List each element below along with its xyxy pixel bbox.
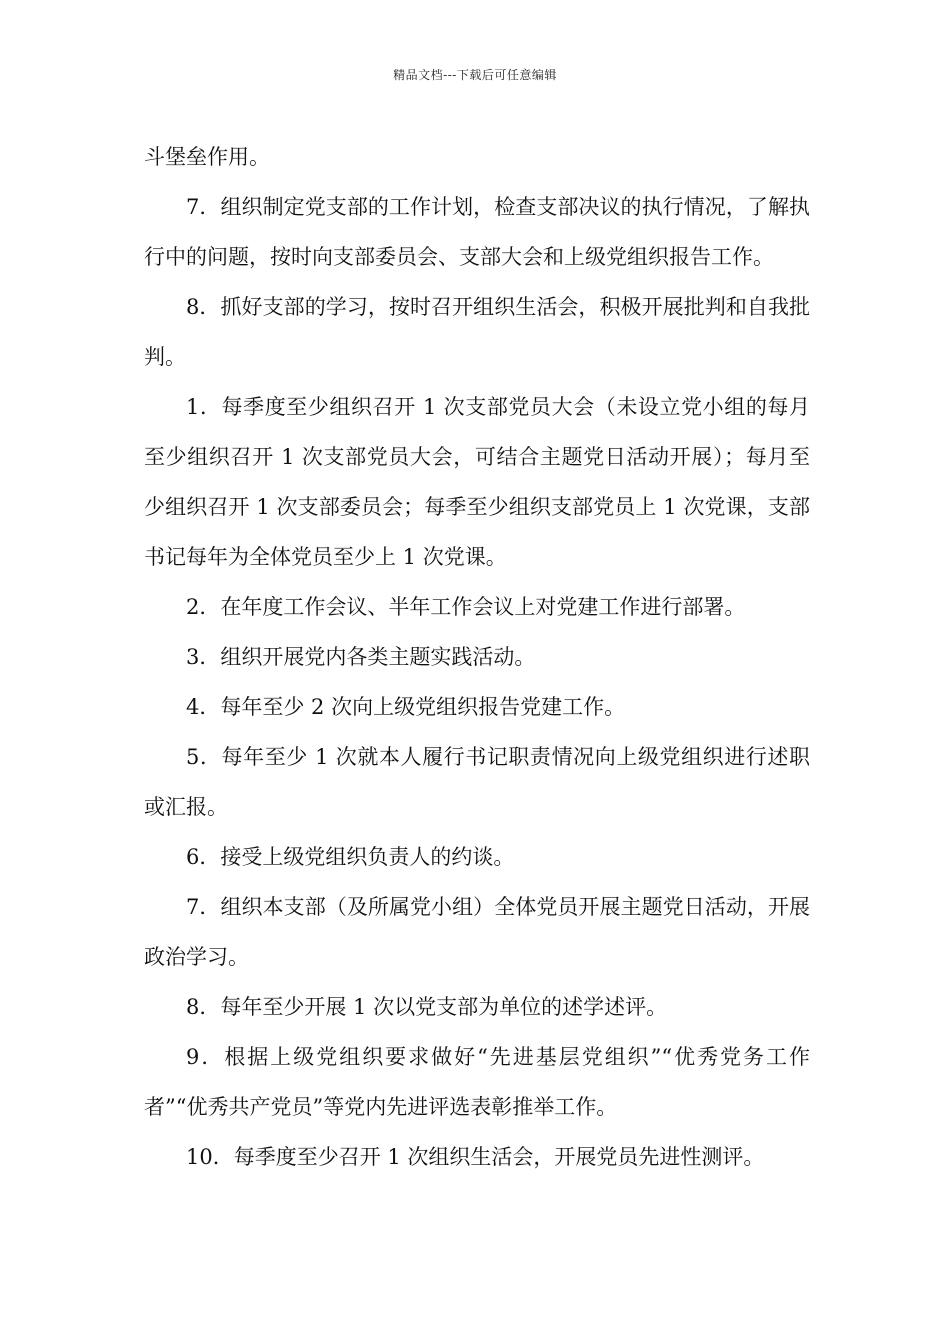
paragraph: 7．组织制定党支部的工作计划，检查支部决议的执行情况，了解执行中的问题，按时向支部委员会、支部大会和上级党组织报告工作。 — [144, 195, 810, 269]
paragraph: 7．组织本支部（及所属党小组）全体党员开展主题党日活动，开展政治学习。 — [144, 895, 810, 969]
paragraph: 8．每年至少开展 1 次以党支部为单位的述学述评。 — [186, 995, 668, 1019]
page-header: 精品文档---下载后可任意编辑 — [393, 68, 557, 82]
paragraph: 6．接受上级党组织负责人的约谈。 — [186, 845, 515, 869]
paragraph: 1．每季度至少组织召开 1 次支部党员大会（未设立党小组的每月至少组织召开 1 次支部党员大会，可结合主题党日活动开展）；每月至少组织召开 1 次支部委员会；每季至少组织支部党员上 1 次党课，支部书记每年为全体党员至少上 1 次党课。 — [144, 395, 810, 569]
paragraph: 4．每年至少 2 次向上级党组织报告党建工作。 — [186, 695, 626, 719]
paragraph: 3．组织开展党内各类主题实践活动。 — [186, 645, 536, 669]
paragraph: 8．抓好支部的学习，按时召开组织生活会，积极开展批判和自我批判。 — [144, 295, 810, 369]
paragraph: 9．根据上级党组织要求做好“先进基层党组织”“优秀党务工作者”“优秀共产党员”等党内先进评选表彰推举工作。 — [144, 1045, 810, 1119]
document-body — [144, 132, 810, 1182]
paragraph: 2．在年度工作会议、半年工作会议上对党建工作进行部署。 — [186, 595, 746, 619]
paragraph: 斗堡垒作用。 — [144, 145, 270, 169]
paragraph: 5．每年至少 1 次就本人履行书记职责情况向上级党组织进行述职或汇报。 — [144, 745, 810, 819]
paragraph: 10．每季度至少召开 1 次组织生活会，开展党员先进性测评。 — [186, 1145, 765, 1169]
